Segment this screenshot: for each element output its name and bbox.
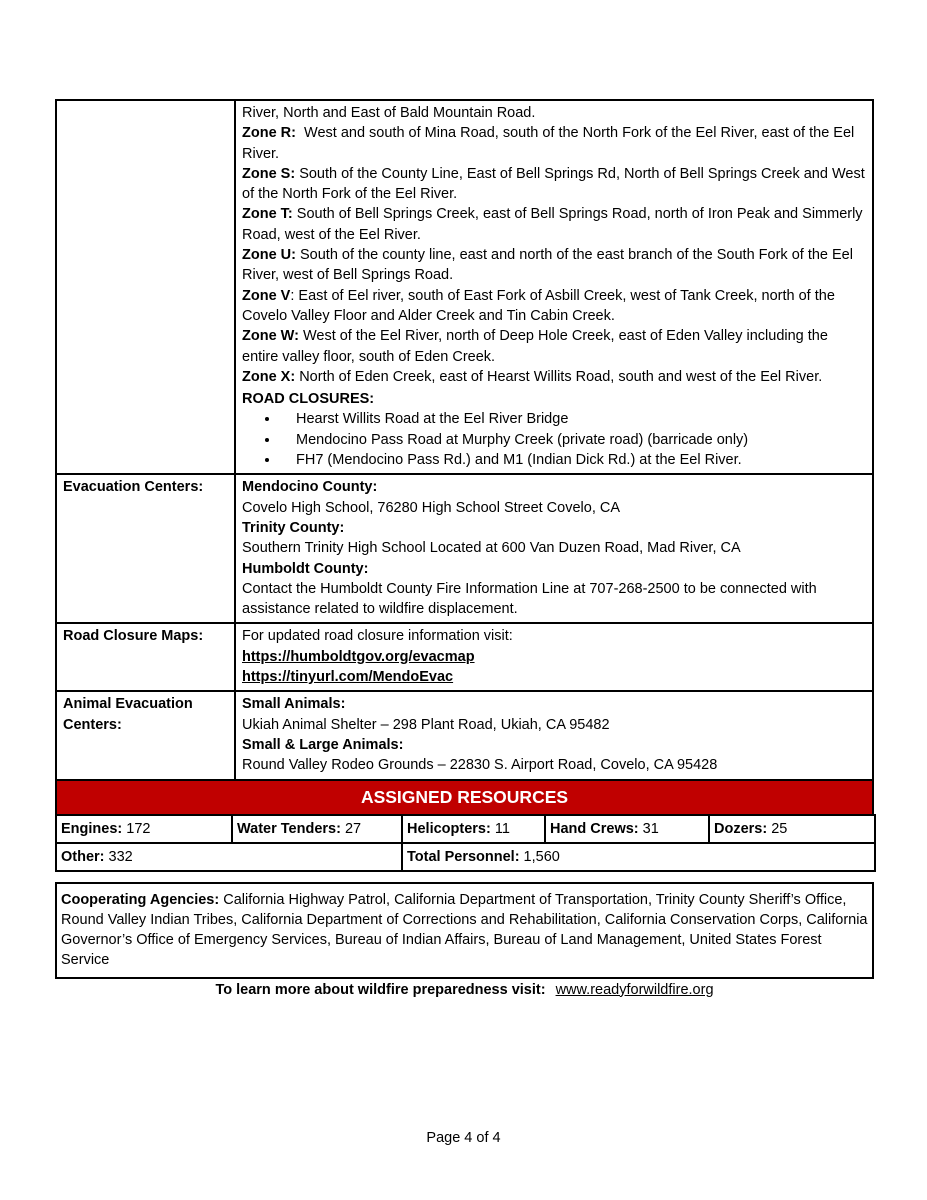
zone-s [242,164,866,205]
evacuation-centers-row [56,474,873,623]
mendocino-county-text: Covelo High School, 76280 High School Street Covelo, CA [242,499,621,516]
resources-row-1 [56,815,875,843]
resources-row-2 [56,843,875,871]
zone-w [242,326,866,367]
dozers-label: Dozers: [714,820,768,837]
zone-u [242,245,866,286]
document-page [55,99,874,998]
zone-u-label: Zone U: [242,247,296,264]
preparedness-footer [55,982,874,998]
dozers-value: 25 [767,820,788,837]
road-closure-maps-row [56,623,873,691]
zone-v-label: Zone V [242,287,291,304]
cooperating-agencies-text: California Highway Patrol, California Department of Transportation, Trinity County Sheriff’s Office, Round Valley Indian Tribes, California Department of Corrections and Rehabilitation, California Conservation Corps, California Governor’s Office of Emergency Services, Bureau of Indian Affairs, Bureau of Land Management, United States Forest Service [61,891,868,969]
zones-row [56,100,873,474]
cooperating-agencies-box [55,882,874,979]
total-personnel-cell [402,843,875,871]
zone-r [242,123,866,164]
zone-x [242,367,866,387]
zone-intro-text: River, North and East of Bald Mountain Road. [242,105,536,121]
water-tenders-label: Water Tenders: [237,820,341,837]
hand-crews-cell [545,815,709,843]
road-closure-item: • Hearst Willits Road at the Eel River Bridge [280,409,866,429]
road-closure-maps-label: Road Closure Maps: [56,623,235,691]
water-tenders-value: 27 [340,820,362,837]
zone-u-text: South of the county line, east and north of the east branch of the South Fork of the Eel River, west of Bell Springs Road. [242,247,853,284]
zone-w-text: West of the Eel River, north of Deep Hole Creek, east of Eden Valley including the entire valley floor, south of Eden Creek. [242,328,828,365]
helicopters-value: 11 [490,820,510,837]
zone-t-text: South of Bell Springs Creek, east of Bell Springs Road, north of Iron Peak and Simmerly Road, west of the Eel River. [242,206,863,243]
trinity-county-text: Southern Trinity High School Located at 600 Van Duzen Road, Mad River, CA [242,540,741,557]
road-closure-item: • FH7 (Mendocino Pass Rd.) and M1 (Indian Dick Rd.) at the Eel River. [280,450,866,470]
assigned-resources-banner: ASSIGNED RESOURCES [55,781,874,814]
incident-info-table [55,99,874,781]
evacuation-centers-label: Evacuation Centers: [56,474,235,623]
humboldt-evacmap-link[interactable]: https://humboldtgov.org/evacmap [242,648,475,665]
other-label: Other: [61,848,105,865]
hand-crews-value: 31 [638,820,659,837]
other-cell [56,843,402,871]
engines-value: 172 [122,820,151,837]
small-animals-text: Ukiah Animal Shelter – 298 Plant Road, Ukiah, CA 95482 [242,716,610,733]
road-closures-list [242,409,866,470]
zone-x-label: Zone X: [242,368,296,385]
engines-label: Engines: [61,820,123,837]
mendo-evac-link[interactable]: https://tinyurl.com/MendoEvac [242,669,454,686]
road-closure-item: • Mendocino Pass Road at Murphy Creek (private road) (barricade only) [280,430,866,450]
animal-evacuation-label: Animal Evacuation Centers: [56,691,235,779]
road-closures-title: ROAD CLOSURES: [242,391,375,408]
zone-t [242,204,866,245]
cooperating-agencies-label: Cooperating Agencies: [61,891,220,908]
humboldt-county-text: Contact the Humboldt County Fire Information Line at 707-268-2500 to be connected with assistance related to wildfire displacement. [242,580,817,618]
road-closure-maps-content [235,623,873,691]
zone-r-text: West and south of Mina Road, south of the North Fork of the Eel River, east of the Eel River. [242,125,859,162]
humboldt-county-title: Humboldt County: [242,560,369,577]
total-personnel-value: 1,560 [519,848,560,865]
zone-v-text: : East of Eel river, south of East Fork of Asbill Creek, west of Tank Creek, north of the Covelo Valley Floor and Alder Creek and Tin Cabin Creek. [242,287,835,324]
zone-s-text: South of the County Line, East of Bell Springs Rd, North of Bell Springs Creek and West of the North Fork of the Eel River. [242,165,865,203]
zone-w-label: Zone W: [242,328,299,345]
helicopters-label: Helicopters: [407,820,491,837]
hand-crews-label: Hand Crews: [550,820,639,837]
zone-x-text: North of Eden Creek, east of Hearst Willits Road, south and west of the Eel River. [295,368,823,385]
readyforwildfire-link[interactable]: www.readyforwildfire.org [555,981,714,998]
other-value: 332 [104,848,133,865]
engines-cell [56,815,232,843]
evacuation-centers-content [235,474,873,623]
preparedness-label: To learn more about wildfire preparedness visit: [215,981,546,998]
zones-content-cell [235,100,873,474]
zone-t-label: Zone T: [242,206,293,223]
large-animals-title: Small & Large Animals: [242,736,404,753]
page-number: Page 4 of 4 [426,1130,501,1146]
water-tenders-cell [232,815,402,843]
zone-r-label: Zone R: [242,125,296,142]
road-maps-intro: For updated road closure information visit: [242,628,513,645]
small-animals-title: Small Animals: [242,696,346,713]
zones-label-cell [56,100,235,474]
zone-v [242,286,866,327]
animal-evacuation-row [56,691,873,779]
trinity-county-title: Trinity County: [242,519,345,536]
resources-table [55,814,876,872]
zone-s-label: Zone S: [242,165,296,182]
large-animals-text: Round Valley Rodeo Grounds – 22830 S. Airport Road, Covelo, CA 95428 [242,757,718,774]
total-personnel-label: Total Personnel: [407,848,520,865]
dozers-cell [709,815,875,843]
helicopters-cell [402,815,545,843]
mendocino-county-title: Mendocino County: [242,479,378,496]
animal-evacuation-content [235,691,873,779]
